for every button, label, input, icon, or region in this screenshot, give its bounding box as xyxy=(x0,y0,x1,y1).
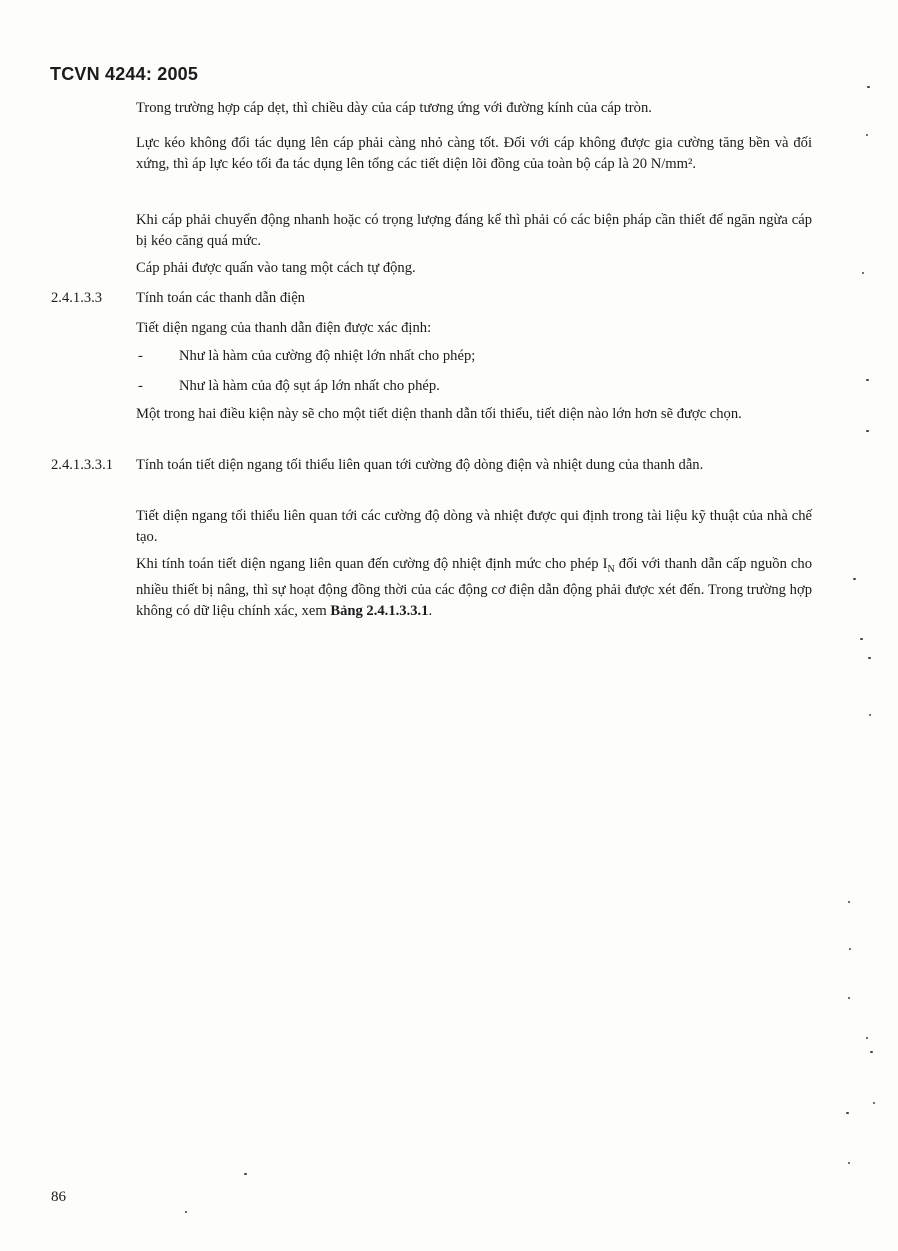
scan-speck xyxy=(867,86,870,88)
subclause-title: Tính toán tiết diện ngang tối thiểu liên quan tới cường độ dòng điện và nhiệt dung của thanh dẫn. xyxy=(136,457,704,473)
bullet-item: Như là hàm của cường độ nhiệt lớn nhất cho phép; xyxy=(179,348,476,364)
scan-speck xyxy=(868,657,871,659)
subclause-number: 2.4.1.3.3.1 xyxy=(51,457,114,473)
scan-speck xyxy=(869,714,871,716)
scan-speck xyxy=(846,1112,849,1114)
scan-speck xyxy=(873,1102,875,1104)
document-header: TCVN 4244: 2005 xyxy=(50,64,199,84)
paragraph-text-continued: đối với thanh dẫn cấp nguồn cho nhiều thiết bị nâng, thì sự hoạt động đồng thời của các động cơ điện dẫn động phải được xét đến. Trong trường hợp không có dữ liệu chính xác, xem xyxy=(136,556,812,619)
page-number: 86 xyxy=(51,1189,66,1205)
paragraph-rated-current xyxy=(136,554,812,622)
scan-speck xyxy=(862,272,864,274)
paragraph-cross-section-intro: Tiết diện ngang của thanh dẫn điện được xác định: xyxy=(136,320,432,336)
scan-speck xyxy=(848,1162,850,1164)
bullet-item: Như là hàm của độ sụt áp lớn nhất cho phép. xyxy=(179,378,440,394)
paragraph-flat-cable: Trong trường hợp cáp dẹt, thì chiều dày của cáp tương ứng với đường kính của cáp tròn. xyxy=(136,100,652,116)
scan-speck xyxy=(870,1051,873,1053)
scan-speck xyxy=(860,638,863,640)
scan-speck xyxy=(849,948,851,950)
paragraph-selection-rule: Một trong hai điều kiện này sẽ cho một tiết diện thanh dẫn tối thiểu, tiết diện nào lớn hơn sẽ được chọn. xyxy=(136,406,742,422)
scan-speck xyxy=(866,134,868,136)
scan-speck xyxy=(866,1037,868,1039)
current-subscript: N xyxy=(607,563,615,575)
paragraph-auto-winding: Cáp phải được quấn vào tang một cách tự động. xyxy=(136,260,416,276)
clause-number: 2.4.1.3.3 xyxy=(51,290,103,306)
scan-speck xyxy=(866,430,869,432)
paragraph-end: . xyxy=(428,602,433,619)
scan-speck xyxy=(848,901,850,903)
paragraph-manufacturer-spec: Tiết diện ngang tối thiểu liên quan tới các cường độ dòng và nhiệt được qui định trong tài liệu kỹ thuật của nhà chế tạo. xyxy=(136,508,812,545)
paragraph-fast-movement: Khi cáp phải chuyển động nhanh hoặc có trọng lượng đáng kể thì phải có các biện pháp cần thiết để ngăn ngừa cáp bị kéo căng quá mức. xyxy=(136,212,812,249)
table-reference: Bảng 2.4.1.3.3.1 xyxy=(330,602,429,619)
scan-speck xyxy=(853,578,856,580)
bullet-dash: - xyxy=(138,348,143,364)
scan-speck xyxy=(866,379,869,381)
paragraph-text: Khi tính toán tiết diện ngang liên quan đến cường độ nhiệt định mức cho phép I xyxy=(136,556,608,572)
scan-speck xyxy=(244,1173,247,1175)
paragraph-tensile-force: Lực kéo không đổi tác dụng lên cáp phải càng nhỏ càng tốt. Đối với cáp không được gia cường tăng bền và đối xứng, thì áp lực kéo tối đa tác dụng lên tổng các tiết diện lõi đồng của toàn bộ cáp là 20 N/mm². xyxy=(136,135,812,172)
bullet-dash: - xyxy=(138,378,143,394)
scan-speck xyxy=(185,1211,187,1213)
scan-speck xyxy=(848,997,850,999)
clause-title: Tính toán các thanh dẫn điện xyxy=(136,290,305,306)
